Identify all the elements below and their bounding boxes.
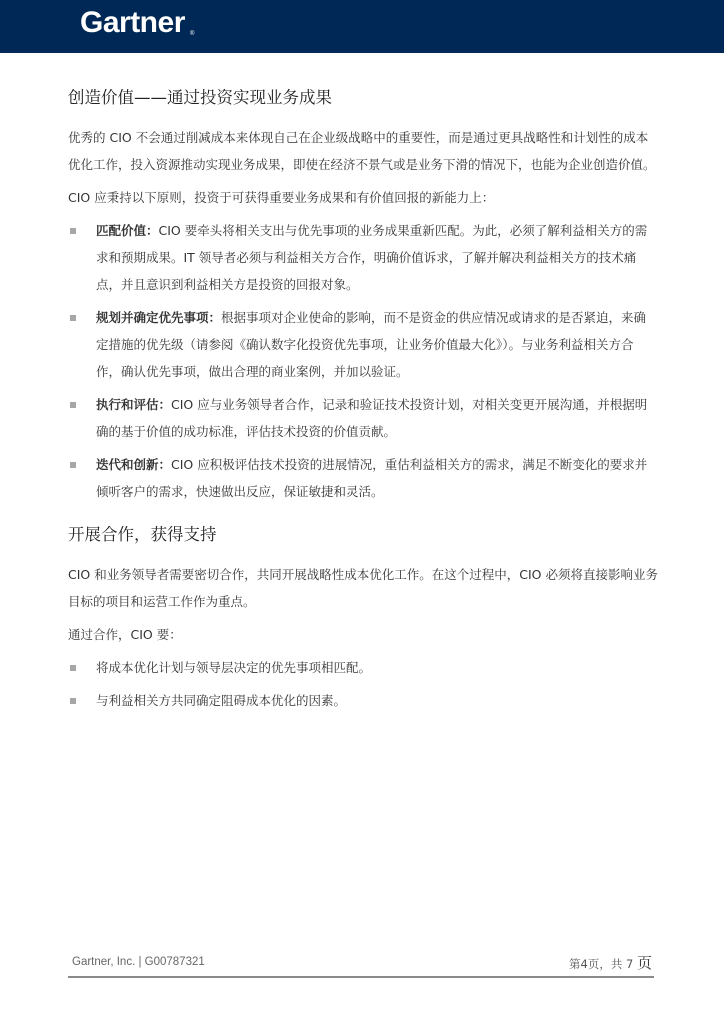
list-item: 与利益相关方共同确定阻碍成本优化的因素。: [68, 687, 658, 714]
bullet-text: CIO 应与业务领导者合作，记录和验证技术投资计划，对相关变更开展沟通，并根据明确的基于价值的成功标准，评估技术投资的价值贡献。: [96, 397, 648, 439]
page-content: [68, 86, 658, 714]
bullet-term: 规划并确定优先事项：: [96, 310, 222, 325]
list-item: [68, 451, 658, 505]
paragraph-intro: 优秀的 CIO 不会通过削减成本来体现自己在企业级战略中的重要性，而是通过更具战略性和计划性的成本优化工作，投入资源推动实现业务成果，即使在经济不景气或是业务下滑的情况下，也能为企业创造价值。: [68, 130, 656, 172]
list-item: [68, 304, 658, 385]
paragraph-collaboration: CIO 和业务领导者需要密切合作，共同开展战略性成本优化工作。在这个过程中，CIO 必须将直接影响业务目标的项目和运营工作作为重点。: [68, 567, 658, 609]
registered-mark: ®: [190, 31, 195, 37]
page-header: [0, 0, 724, 53]
footer-divider: [68, 976, 654, 978]
bullet-term: 匹配价值：: [96, 223, 159, 238]
footer-document-id: Gartner, Inc. | G00787321: [72, 956, 205, 968]
list-item: [68, 391, 658, 445]
bullet-text: 根据事项对企业使命的影响，而不是资金的供应情况或请求的是否紧迫，来确定措施的优先级（请参阅《确认数字化投资优先事项，让业务价值最大化》）。与业务利益相关方合作，确认优先事项，做出合理的商业案例，并加以验证。: [96, 310, 647, 379]
footer-page-number: [569, 952, 652, 973]
bullet-term: 迭代和创新：: [96, 457, 172, 472]
page-suffix: 页: [636, 954, 652, 972]
bullet-text: CIO 要牵头将相关支出与优先事项的业务成果重新匹配。为此，必须了解利益相关方的需求和预期成果。IT 领导者必须与利益相关方合作，明确价值诉求，了解并解决利益相关方的技术痛点，并且意识到利益相关方是投资的回报对象。: [96, 223, 648, 292]
bullet-text: CIO 应积极评估技术投资的进展情况，重估利益相关方的需求，满足不断变化的要求并倾听客户的需求，快速做出反应，保证敏捷和灵活。: [96, 457, 648, 499]
gartner-logo: Gartner: [80, 6, 185, 39]
bullet-term: 执行和评估：: [96, 397, 172, 412]
page-number-text: 第4页，共 7: [569, 957, 634, 971]
list-item: 将成本优化计划与领导层决定的优先事项相匹配。: [68, 654, 658, 681]
paragraph-principles: CIO 应秉持以下原则，投资于可获得重要业务成果和有价值回报的新能力上：: [68, 190, 495, 205]
section-heading-create-value: 创造价值——通过投资实现业务成果: [68, 88, 332, 107]
list-item: [68, 217, 658, 298]
paragraph-cio-must: 通过合作，CIO 要：: [68, 627, 182, 642]
section-heading-collaboration: 开展合作，获得支持: [68, 525, 217, 544]
